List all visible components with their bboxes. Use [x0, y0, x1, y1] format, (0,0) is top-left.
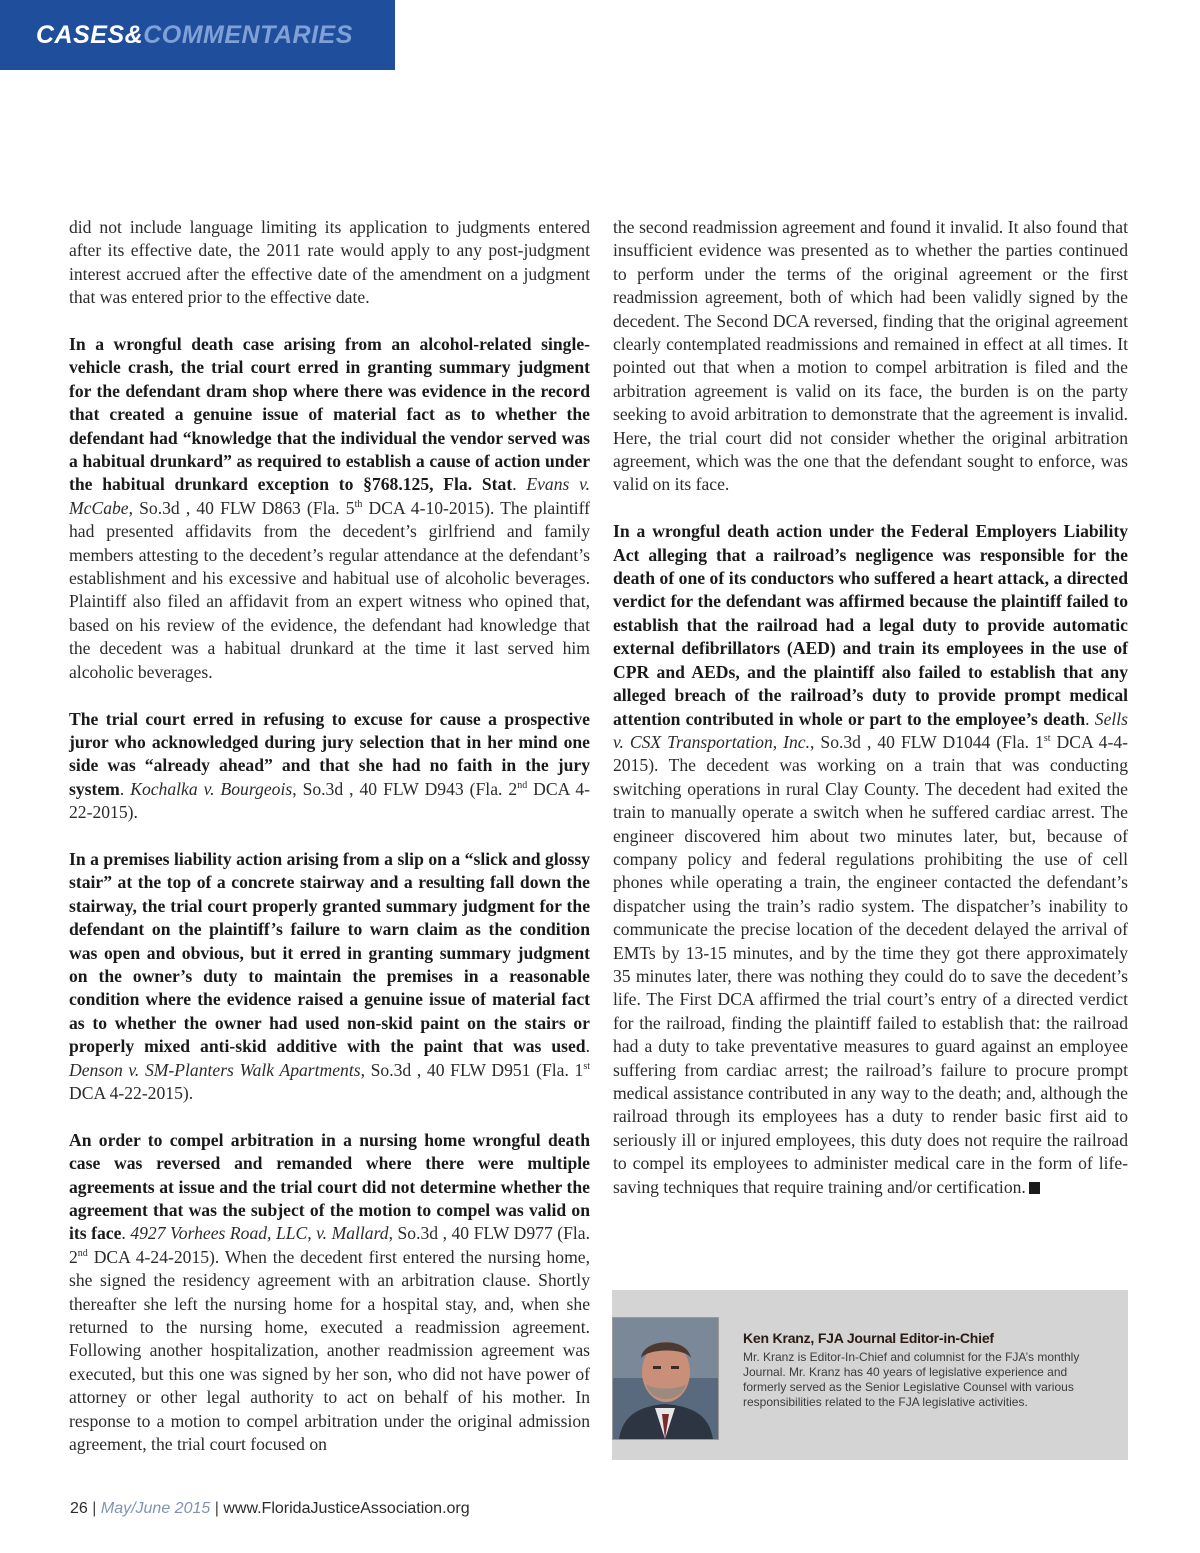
punct: .	[512, 474, 527, 495]
citation: , So.3d , 40 FLW D863 (Fla. 5	[128, 497, 355, 518]
case-body: DCA 4-22-2015).	[69, 778, 590, 823]
author-photo	[612, 1317, 719, 1440]
left-column	[69, 216, 590, 1456]
page-footer	[70, 1500, 470, 1518]
section-title	[36, 21, 353, 50]
ordinal-sup: th	[354, 499, 363, 510]
issue-date: May/June 2015	[100, 1500, 211, 1517]
case-summary	[69, 708, 590, 825]
paragraph	[69, 216, 590, 310]
case-body: DCA 4-10-2015). The plaintiff had presented affidavits from the decedent’s girlfriend and family members attesting to the decedent’s regular attendance at the defendant’s establishment and his excessive and habitual use of alcoholic beverages. Plaintiff also filed an affidavit from an expert witness who opined that, based on his review of the evidence, the defendant had knowledge that the decedent was a habitual drunkard at the time it last served him alcoholic beverages.	[69, 497, 590, 682]
ordinal-sup: nd	[517, 779, 528, 791]
case-body: DCA 4-4-2015). The decedent was working on a train that was conducting switching operations in rural Clay County. The decedent had exited the train to manually operate a switch when he suffered cardiac arrest. The engineer discovered him about two minutes later, but, because of company policy and federal regulations prohibiting the use of cell phones while operating a train, the engineer contacted the defendant’s dispatcher using the train’s radio system. The dispatcher’s inability to communicate the precise location of the decedent delayed the arrival of EMTs by 13-15 minutes, and by the time they got there approximately 35 minutes later, there was nothing they could do to save the decedent’s life. The First DCA affirmed the trial court’s entry of a directed verdict for the railroad, finding the plaintiff failed to establish that: the railroad had a duty to take preventative measures to guard against an employee suffering from cardiac arrest; the railroad’s failure to procure prompt medical assistance contributed in any way to the death; and, although the railroad through its employees has a duty to render basic first aid to seriously ill or injured employees, this duty does not require the railroad to compel its employees to administer medical care in the form of life-saving techniques that require training and/or certification.	[613, 731, 1128, 1197]
citation: , So.3d , 40 FLW D977 (Fla. 2	[69, 1223, 590, 1267]
section-title-cases: CASES&	[36, 21, 144, 49]
punct: .	[119, 778, 131, 799]
paragraph	[613, 216, 1128, 497]
author-bio-box	[612, 1290, 1128, 1460]
citation: , So.3d , 40 FLW D1044 (Fla. 1	[810, 731, 1044, 752]
website-link[interactable]: www.FloridaJusticeAssociation.org	[223, 1500, 470, 1517]
punct: .	[1085, 708, 1095, 729]
case-summary	[69, 848, 590, 1105]
case-name: Evans v. McCabe	[69, 474, 590, 518]
case-body: DCA 4-24-2015). When the decedent first entered the nursing home, she signed the residency agreement with an arbitration clause. Shortly thereafter she left the nursing home for a hospital stay, and, when she returned to the nursing home, executed a readmission agreement. Following another hospitalization, another readmission agreement was executed, but this one was signed by her son, who did not have power of attorney or other legal authority to act on behalf of his mother. In response to a motion to compel arbitration under the original admission agreement, the trial court focused on	[69, 1246, 590, 1455]
paragraph-text: did not include language limiting its application to judgments entered after its effective date, the 2011 rate would apply to any post-judgment interest accrued after the effective date of the amendment on a judgment that was entered prior to the effective date.	[69, 217, 590, 308]
holding-text: An order to compel arbitration in a nursing home wrongful death case was reversed and remanded where there were multiple agreements at issue and the trial court did not determine whether the agreement that was the subject of the motion to compel was valid on its face	[69, 1129, 590, 1244]
holding-text: In a wrongful death case arising from an alcohol-related single-vehicle crash, the trial court erred in granting summary judgment for the defendant dram shop where there was evidence in the record that created a genuine issue of material fact as to whether the defendant had “knowledge that the individual the vendor served was a habitual drunkard” as required to establish a cause of action under the habitual drunkard exception to §768.125, Fla. Stat	[69, 334, 590, 495]
author-name: Ken Kranz, FJA Journal Editor-in-Chief	[743, 1330, 994, 1346]
citation: , So.3d , 40 FLW D951 (Fla. 1	[360, 1059, 584, 1080]
page-number: 26	[70, 1500, 88, 1517]
footer-separator: |	[92, 1500, 97, 1517]
author-portrait-icon	[613, 1318, 718, 1439]
paragraph-text: the second readmission agreement and found it invalid. It also found that insufficient evidence was presented as to whether the parties continued to perform under the terms of the original agreement or the first readmission agreement, both of which had been validly signed by the decedent. The Second DCA reversed, finding that the original agreement clearly contemplated readmissions and remained in effect at all times. It pointed out that when a motion to compel arbitration is filed and the arbitration agreement is valid on its face, the burden is on the party seeking to avoid arbitration to demonstrate that the agreement is invalid. Here, the trial court did not consider whether the original arbitration agreement, which was the one that the defendant sought to enforce, was valid on its face.	[613, 217, 1128, 495]
case-name: Denson v. SM-Planters Walk Apartments	[69, 1059, 361, 1080]
punct: .	[121, 1223, 131, 1244]
case-summary	[613, 520, 1128, 1199]
holding-text: In a wrongful death action under the Federal Employers Liability Act alleging that a railroad’s negligence was responsible for the death of one of its conductors who suffered a heart attack, a directed verdict for the defendant was affirmed because the plaintiff failed to establish that the railroad had a legal duty to provide automatic external defibrillators (AED) and train its employees in the use of CPR and AEDs, and the plaintiff also failed to establish that any alleged breach of the railroad’s duty to provide prompt medical attention contributed in whole or part to the employee’s death	[613, 521, 1128, 729]
footer-separator: |	[214, 1500, 219, 1517]
ordinal-sup: nd	[77, 1247, 88, 1259]
case-name: 4927 Vorhees Road, LLC, v. Mallard	[130, 1223, 389, 1244]
citation: , So.3d , 40 FLW D943 (Fla. 2	[292, 778, 518, 799]
case-summary	[69, 333, 590, 684]
ordinal-sup: st	[1043, 733, 1051, 745]
punct: .	[585, 1036, 590, 1057]
ordinal-sup: st	[583, 1060, 590, 1072]
author-description: Mr. Kranz is Editor-In-Chief and columnist for the FJA’s monthly Journal. Mr. Kranz has 40 years of legislative experience and formerly served as the Senior Legislative Counsel with various responsibilities related to the FJA legislative activities.	[743, 1350, 1080, 1409]
section-banner	[0, 0, 395, 70]
holding-text: In a premises liability action arising from a slip on a “slick and glossy stair” at the top of a concrete stairway and a resulting fall down the stairway, the trial court properly granted summary judgment for the defendant on the plaintiff’s failure to warn claim as the condition was open and obvious, but it erred in granting summary judgment on the owner’s duty to maintain the premises in a reasonable condition where the evidence raised a genuine issue of material fact as to whether the owner had used non-skid paint on the stairs or properly mixed anti-skid additive with the paint that was used	[69, 848, 590, 1057]
case-name: Sells v. CSX Transportation, Inc.	[613, 708, 1129, 752]
right-column	[613, 216, 1128, 1199]
case-summary	[69, 1129, 590, 1457]
case-name: Kochalka v. Bourgeois	[130, 778, 293, 799]
end-mark-icon	[1029, 1182, 1040, 1194]
holding-text: The trial court erred in refusing to excuse for cause a prospective juror who acknowledged during jury selection that in her mind one side was “already ahead” and that she had no faith in the jury system	[69, 708, 590, 799]
section-title-commentaries: COMMENTARIES	[143, 21, 353, 49]
case-body: DCA 4-22-2015).	[69, 1082, 194, 1103]
